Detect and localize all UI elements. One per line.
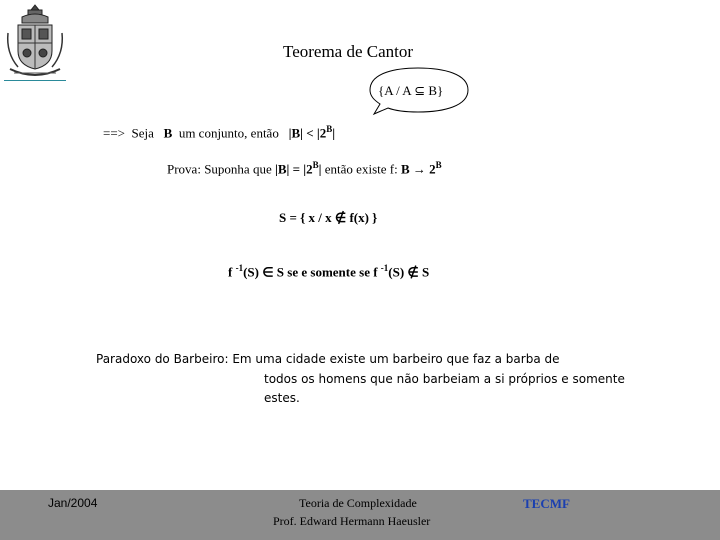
proof-exponent-2: B xyxy=(435,160,442,170)
statement-part-a: Seja xyxy=(131,125,154,141)
statement-exponent: B xyxy=(326,124,333,134)
proof-bar: | xyxy=(318,161,322,177)
contradiction-inverse-2: -1 xyxy=(380,263,389,273)
proof-exponent-1: B xyxy=(312,160,319,170)
slide-title: Teorema de Cantor xyxy=(283,42,414,61)
statement-bar: | xyxy=(332,125,336,141)
contradiction-part-a: f xyxy=(228,264,236,280)
proof-part-a: Prova: Suponha que xyxy=(167,161,275,177)
proof-function: B → 2 xyxy=(400,161,436,177)
contradiction-part-c: (S) ∈ S xyxy=(243,264,285,280)
footer-course: Teoria de Complexidade xyxy=(299,496,417,510)
set-definition: S = { x / x ∉ f(x) } xyxy=(279,210,378,225)
crest-underline xyxy=(4,80,66,81)
proof-part-e: então existe f: xyxy=(321,161,401,177)
paradox-line-3: estes. xyxy=(264,391,300,405)
contradiction-line xyxy=(228,263,429,280)
proof-equality: |B| = |2 xyxy=(274,161,313,177)
proof-line xyxy=(167,160,442,177)
implies-arrow: ==> xyxy=(103,125,125,141)
footer-author: Prof. Edward Hermann Haeusler xyxy=(273,514,431,528)
statement-inequality: |B| < |2 xyxy=(288,125,327,141)
theorem-statement xyxy=(103,124,335,141)
university-crest-icon xyxy=(4,3,66,83)
contradiction-part-f: (S) ∉ S xyxy=(388,264,430,280)
statement-set-b: B xyxy=(163,125,173,141)
paradox-line-2: todos os homens que não barbeiam a si próprios e somente xyxy=(264,372,625,386)
paradox-line-1: Paradoxo do Barbeiro: Em uma cidade existe um barbeiro que faz a barba de xyxy=(96,352,560,366)
footer-logo-text: TECMF xyxy=(523,496,570,511)
contradiction-part-d: se e somente se f xyxy=(284,264,381,280)
bubble-text: {A / A ⊆ B} xyxy=(378,83,444,98)
contradiction-inverse-1: -1 xyxy=(235,263,244,273)
footer-date: Jan/2004 xyxy=(48,496,98,510)
statement-part-c: um conjunto, então xyxy=(178,125,279,141)
